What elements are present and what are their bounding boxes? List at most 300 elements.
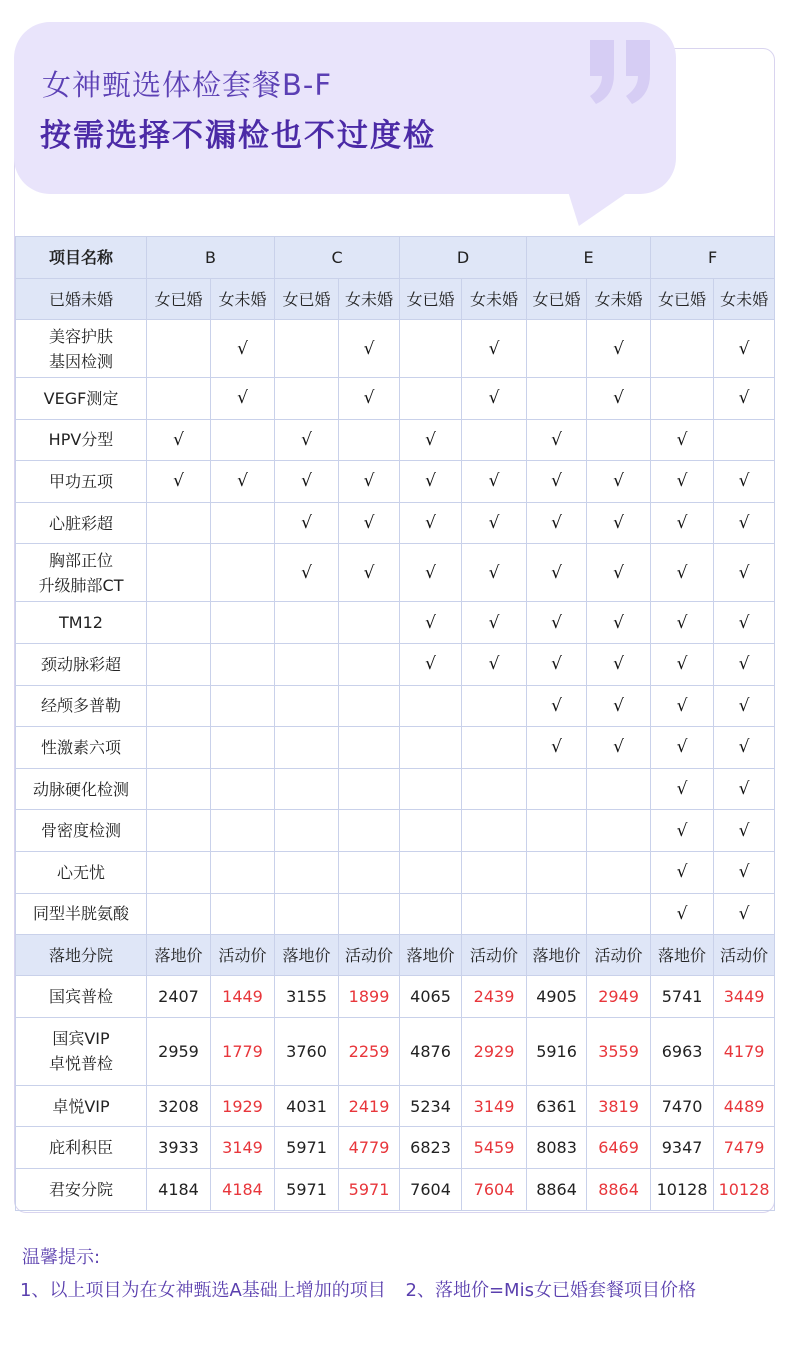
check-cell bbox=[339, 643, 400, 685]
marital-label: 女已婚 bbox=[275, 279, 339, 320]
check-cell bbox=[147, 851, 211, 893]
check-cell bbox=[527, 685, 587, 727]
check-cell bbox=[527, 461, 587, 503]
check-mark: √ bbox=[676, 654, 688, 675]
marital-label: 女已婚 bbox=[147, 279, 211, 320]
row-label-line: 经颅多普勒 bbox=[40, 696, 121, 716]
landing-price: 5916 bbox=[527, 1017, 587, 1085]
check-cell bbox=[275, 419, 339, 461]
item-row bbox=[16, 502, 775, 544]
check-cell bbox=[527, 502, 587, 544]
quote-icon bbox=[586, 32, 656, 124]
marital-label: 女未婚 bbox=[462, 279, 527, 320]
row-label-line: 心脏彩超 bbox=[48, 513, 113, 533]
check-cell bbox=[714, 461, 775, 503]
check-cell bbox=[147, 320, 211, 378]
check-cell bbox=[462, 378, 527, 420]
check-mark: √ bbox=[488, 654, 500, 675]
check-cell bbox=[714, 378, 775, 420]
row-label-line: 卓悦普检 bbox=[48, 1054, 113, 1074]
item-row bbox=[16, 378, 775, 420]
check-cell bbox=[400, 768, 462, 810]
check-cell bbox=[462, 893, 527, 935]
row-label bbox=[16, 1127, 147, 1169]
check-cell bbox=[211, 544, 275, 602]
check-cell bbox=[400, 810, 462, 852]
check-mark: √ bbox=[551, 695, 562, 716]
check-mark: √ bbox=[676, 779, 688, 800]
check-mark: √ bbox=[738, 471, 750, 492]
marital-label: 女已婚 bbox=[527, 279, 587, 320]
page-subtitle: 按需选择不漏检也不过度检 bbox=[40, 118, 436, 154]
row-label-line: 庇利积臣 bbox=[48, 1138, 113, 1158]
check-mark: √ bbox=[425, 612, 436, 633]
check-mark: √ bbox=[738, 513, 750, 534]
marital-label: 女已婚 bbox=[651, 279, 714, 320]
check-cell bbox=[651, 461, 714, 503]
item-row bbox=[16, 810, 775, 852]
check-cell bbox=[275, 685, 339, 727]
check-mark: √ bbox=[301, 471, 312, 492]
price-label: 活动价 bbox=[714, 935, 775, 976]
check-mark: √ bbox=[363, 388, 375, 409]
package-header: B bbox=[147, 237, 275, 279]
marital-label: 女未婚 bbox=[211, 279, 275, 320]
check-cell bbox=[651, 602, 714, 644]
row-label-line: 胸部正位 bbox=[48, 550, 113, 570]
row-label bbox=[16, 810, 147, 852]
package-header: C bbox=[275, 237, 400, 279]
check-mark: √ bbox=[676, 429, 688, 450]
check-mark: √ bbox=[488, 612, 500, 633]
row-label bbox=[16, 419, 147, 461]
check-mark: √ bbox=[738, 612, 750, 633]
check-mark: √ bbox=[488, 471, 500, 492]
check-cell bbox=[211, 320, 275, 378]
check-mark: √ bbox=[551, 737, 562, 758]
landing-price: 4065 bbox=[400, 976, 462, 1018]
check-cell bbox=[527, 893, 587, 935]
row-label bbox=[16, 602, 147, 644]
package-header: F bbox=[651, 237, 775, 279]
check-cell bbox=[462, 727, 527, 769]
check-cell bbox=[400, 685, 462, 727]
item-row bbox=[16, 544, 775, 602]
row-label-line: 骨密度检测 bbox=[40, 821, 121, 841]
check-mark: √ bbox=[738, 654, 750, 675]
check-mark: √ bbox=[738, 862, 750, 883]
check-mark: √ bbox=[613, 612, 624, 633]
check-cell bbox=[211, 643, 275, 685]
landing-price: 9347 bbox=[651, 1127, 714, 1169]
check-cell bbox=[211, 461, 275, 503]
check-cell bbox=[211, 602, 275, 644]
check-cell bbox=[147, 602, 211, 644]
row-label-line: 性激素六项 bbox=[40, 737, 121, 757]
check-mark: √ bbox=[425, 471, 436, 492]
activity-price: 5971 bbox=[339, 1168, 400, 1210]
bubble-tail bbox=[547, 176, 651, 226]
check-cell bbox=[275, 810, 339, 852]
check-cell bbox=[211, 851, 275, 893]
check-cell bbox=[587, 544, 651, 602]
row-label bbox=[16, 976, 147, 1018]
check-cell bbox=[462, 851, 527, 893]
check-mark: √ bbox=[613, 471, 624, 492]
activity-price: 1899 bbox=[339, 976, 400, 1018]
price-label: 落地价 bbox=[400, 935, 462, 976]
marital-row-label: 已婚未婚 bbox=[16, 279, 147, 320]
check-cell bbox=[339, 419, 400, 461]
check-cell bbox=[211, 502, 275, 544]
check-cell bbox=[587, 502, 651, 544]
item-row bbox=[16, 768, 775, 810]
check-mark: √ bbox=[613, 654, 624, 675]
activity-price: 1449 bbox=[211, 976, 275, 1018]
check-cell bbox=[147, 768, 211, 810]
check-cell bbox=[275, 768, 339, 810]
check-cell bbox=[147, 685, 211, 727]
price-label: 落地价 bbox=[527, 935, 587, 976]
row-label bbox=[16, 643, 147, 685]
check-cell bbox=[400, 461, 462, 503]
activity-price: 2439 bbox=[462, 976, 527, 1018]
check-mark: √ bbox=[237, 388, 248, 409]
check-mark: √ bbox=[551, 654, 562, 675]
check-cell bbox=[651, 544, 714, 602]
check-mark: √ bbox=[676, 513, 688, 534]
check-cell bbox=[587, 851, 651, 893]
check-cell bbox=[714, 810, 775, 852]
branch-row bbox=[16, 1127, 775, 1169]
check-cell bbox=[587, 643, 651, 685]
check-cell bbox=[587, 768, 651, 810]
check-cell bbox=[714, 685, 775, 727]
price-label: 活动价 bbox=[587, 935, 651, 976]
check-cell bbox=[211, 685, 275, 727]
check-mark: √ bbox=[363, 513, 375, 534]
landing-price: 3155 bbox=[275, 976, 339, 1018]
item-row bbox=[16, 602, 775, 644]
check-mark: √ bbox=[488, 513, 500, 534]
check-cell bbox=[339, 893, 400, 935]
check-mark: √ bbox=[301, 562, 312, 583]
check-mark: √ bbox=[738, 695, 750, 716]
check-cell bbox=[339, 727, 400, 769]
check-cell bbox=[714, 768, 775, 810]
check-mark: √ bbox=[738, 820, 750, 841]
check-cell bbox=[651, 851, 714, 893]
check-mark: √ bbox=[237, 471, 248, 492]
row-label bbox=[16, 1168, 147, 1210]
check-mark: √ bbox=[613, 695, 624, 716]
check-cell bbox=[147, 419, 211, 461]
check-mark: √ bbox=[237, 338, 248, 359]
row-label bbox=[16, 727, 147, 769]
check-cell bbox=[587, 685, 651, 727]
row-label bbox=[16, 461, 147, 503]
landing-price: 3933 bbox=[147, 1127, 211, 1169]
landing-price: 8864 bbox=[527, 1168, 587, 1210]
activity-price: 3559 bbox=[587, 1017, 651, 1085]
check-cell bbox=[527, 727, 587, 769]
check-cell bbox=[587, 810, 651, 852]
check-cell bbox=[339, 810, 400, 852]
activity-price: 4179 bbox=[714, 1017, 775, 1085]
check-cell bbox=[462, 461, 527, 503]
check-mark: √ bbox=[676, 695, 688, 716]
check-cell bbox=[462, 685, 527, 727]
check-cell bbox=[147, 544, 211, 602]
check-cell bbox=[462, 810, 527, 852]
check-cell bbox=[527, 643, 587, 685]
check-cell bbox=[400, 602, 462, 644]
item-row bbox=[16, 320, 775, 378]
price-label: 落地价 bbox=[275, 935, 339, 976]
check-cell bbox=[339, 685, 400, 727]
check-mark: √ bbox=[738, 779, 750, 800]
check-cell bbox=[147, 643, 211, 685]
check-mark: √ bbox=[613, 513, 624, 534]
item-row bbox=[16, 727, 775, 769]
check-cell bbox=[714, 893, 775, 935]
row-label bbox=[16, 1017, 147, 1085]
check-cell bbox=[211, 419, 275, 461]
check-cell bbox=[714, 502, 775, 544]
row-label-line: 升级肺部CT bbox=[38, 575, 124, 595]
branch-row bbox=[16, 1085, 775, 1127]
check-cell bbox=[587, 320, 651, 378]
check-mark: √ bbox=[738, 388, 750, 409]
activity-price: 3149 bbox=[462, 1085, 527, 1127]
check-mark: √ bbox=[425, 562, 436, 583]
check-cell bbox=[275, 893, 339, 935]
activity-price: 2259 bbox=[339, 1017, 400, 1085]
marital-label: 女未婚 bbox=[587, 279, 651, 320]
check-mark: √ bbox=[676, 737, 688, 758]
activity-price: 4779 bbox=[339, 1127, 400, 1169]
check-cell bbox=[462, 320, 527, 378]
row-label bbox=[16, 1085, 147, 1127]
check-cell bbox=[527, 768, 587, 810]
row-label bbox=[16, 502, 147, 544]
check-mark: √ bbox=[363, 471, 375, 492]
check-mark: √ bbox=[676, 612, 688, 633]
check-cell bbox=[527, 810, 587, 852]
check-mark: √ bbox=[425, 513, 436, 534]
check-cell bbox=[211, 727, 275, 769]
row-label bbox=[16, 685, 147, 727]
activity-price: 2949 bbox=[587, 976, 651, 1018]
row-label bbox=[16, 851, 147, 893]
check-mark: √ bbox=[738, 562, 750, 583]
check-mark: √ bbox=[488, 562, 500, 583]
check-cell bbox=[147, 378, 211, 420]
branch-row bbox=[16, 1017, 775, 1085]
title-bubble bbox=[14, 22, 676, 194]
check-mark: √ bbox=[613, 338, 624, 359]
check-cell bbox=[339, 502, 400, 544]
item-row bbox=[16, 419, 775, 461]
check-cell bbox=[400, 419, 462, 461]
activity-price: 4184 bbox=[211, 1168, 275, 1210]
check-cell bbox=[275, 602, 339, 644]
check-cell bbox=[339, 602, 400, 644]
row-label-line: HPV分型 bbox=[48, 430, 114, 450]
page-title: 女神甄选体检套餐B-F bbox=[42, 68, 333, 102]
check-mark: √ bbox=[676, 562, 688, 583]
landing-price: 2407 bbox=[147, 976, 211, 1018]
row-label bbox=[16, 378, 147, 420]
row-label-line: 动脉硬化检测 bbox=[32, 779, 129, 799]
row-label-line: 心无忧 bbox=[56, 862, 105, 882]
check-cell bbox=[527, 851, 587, 893]
price-label: 活动价 bbox=[339, 935, 400, 976]
activity-price: 1779 bbox=[211, 1017, 275, 1085]
activity-price: 4489 bbox=[714, 1085, 775, 1127]
check-mark: √ bbox=[363, 562, 375, 583]
check-cell bbox=[714, 419, 775, 461]
branch-row bbox=[16, 976, 775, 1018]
check-cell bbox=[275, 544, 339, 602]
check-cell bbox=[651, 685, 714, 727]
check-cell bbox=[275, 727, 339, 769]
check-mark: √ bbox=[551, 513, 562, 534]
check-cell bbox=[714, 727, 775, 769]
check-mark: √ bbox=[551, 562, 562, 583]
row-label bbox=[16, 768, 147, 810]
landing-price: 7470 bbox=[651, 1085, 714, 1127]
tips-title: 温馨提示: bbox=[22, 1247, 101, 1268]
check-cell bbox=[462, 502, 527, 544]
check-cell bbox=[587, 419, 651, 461]
check-cell bbox=[651, 320, 714, 378]
row-label bbox=[16, 893, 147, 935]
check-mark: √ bbox=[173, 471, 184, 492]
marital-label: 女未婚 bbox=[714, 279, 775, 320]
package-header: E bbox=[527, 237, 651, 279]
check-cell bbox=[462, 768, 527, 810]
price-label: 落地价 bbox=[651, 935, 714, 976]
check-cell bbox=[275, 643, 339, 685]
price-header-row bbox=[16, 935, 775, 976]
landing-price: 6361 bbox=[527, 1085, 587, 1127]
item-row bbox=[16, 461, 775, 503]
check-cell bbox=[651, 810, 714, 852]
marital-label: 女已婚 bbox=[400, 279, 462, 320]
price-label: 活动价 bbox=[211, 935, 275, 976]
check-mark: √ bbox=[738, 338, 750, 359]
item-row bbox=[16, 643, 775, 685]
price-label: 落地价 bbox=[147, 935, 211, 976]
check-cell bbox=[400, 851, 462, 893]
col-header-label: 项目名称 bbox=[16, 237, 147, 279]
activity-price: 3819 bbox=[587, 1085, 651, 1127]
check-mark: √ bbox=[551, 612, 562, 633]
check-cell bbox=[275, 851, 339, 893]
check-cell bbox=[339, 544, 400, 602]
row-label-line: VEGF测定 bbox=[43, 388, 119, 408]
check-cell bbox=[211, 378, 275, 420]
item-row bbox=[16, 685, 775, 727]
check-mark: √ bbox=[676, 862, 688, 883]
landing-price: 4905 bbox=[527, 976, 587, 1018]
landing-price: 5234 bbox=[400, 1085, 462, 1127]
check-mark: √ bbox=[551, 429, 562, 450]
activity-price: 3449 bbox=[714, 976, 775, 1018]
landing-price: 6823 bbox=[400, 1127, 462, 1169]
check-cell bbox=[714, 320, 775, 378]
row-label bbox=[16, 320, 147, 378]
check-mark: √ bbox=[488, 338, 500, 359]
check-cell bbox=[400, 378, 462, 420]
check-cell bbox=[714, 851, 775, 893]
check-cell bbox=[587, 893, 651, 935]
activity-price: 1929 bbox=[211, 1085, 275, 1127]
price-label: 活动价 bbox=[462, 935, 527, 976]
check-cell bbox=[275, 378, 339, 420]
row-label-line: 甲功五项 bbox=[48, 471, 113, 491]
check-cell bbox=[339, 320, 400, 378]
check-cell bbox=[339, 461, 400, 503]
landing-price: 10128 bbox=[651, 1168, 714, 1210]
tips-list bbox=[20, 1276, 780, 1302]
landing-price: 6963 bbox=[651, 1017, 714, 1085]
check-mark: √ bbox=[301, 429, 312, 450]
check-cell bbox=[400, 320, 462, 378]
check-mark: √ bbox=[738, 903, 750, 924]
row-label-line: 君安分院 bbox=[48, 1179, 113, 1199]
check-mark: √ bbox=[738, 737, 750, 758]
check-mark: √ bbox=[363, 338, 375, 359]
check-cell bbox=[651, 893, 714, 935]
landing-price: 5971 bbox=[275, 1168, 339, 1210]
check-cell bbox=[275, 502, 339, 544]
activity-price: 8864 bbox=[587, 1168, 651, 1210]
row-label-line: 基因检测 bbox=[48, 351, 113, 371]
check-cell bbox=[527, 544, 587, 602]
check-cell bbox=[527, 602, 587, 644]
landing-price: 3208 bbox=[147, 1085, 211, 1127]
check-mark: √ bbox=[613, 388, 624, 409]
check-cell bbox=[651, 643, 714, 685]
check-cell bbox=[462, 544, 527, 602]
check-cell bbox=[400, 893, 462, 935]
landing-price: 4876 bbox=[400, 1017, 462, 1085]
row-label-line: 国宾普检 bbox=[48, 986, 113, 1006]
package-header-row bbox=[16, 237, 775, 279]
check-cell bbox=[527, 378, 587, 420]
tip-item: 1、以上项目为在女神甄选A基础上增加的项目 bbox=[20, 1280, 386, 1301]
check-cell bbox=[462, 419, 527, 461]
check-mark: √ bbox=[425, 654, 436, 675]
activity-price: 2419 bbox=[339, 1085, 400, 1127]
landing-price: 5741 bbox=[651, 976, 714, 1018]
check-cell bbox=[147, 502, 211, 544]
check-cell bbox=[587, 727, 651, 769]
check-cell bbox=[339, 768, 400, 810]
check-mark: √ bbox=[488, 388, 500, 409]
check-cell bbox=[714, 544, 775, 602]
activity-price: 6469 bbox=[587, 1127, 651, 1169]
check-cell bbox=[527, 419, 587, 461]
check-mark: √ bbox=[173, 429, 184, 450]
activity-price: 10128 bbox=[714, 1168, 775, 1210]
marital-label: 女未婚 bbox=[339, 279, 400, 320]
check-cell bbox=[275, 461, 339, 503]
landing-price: 3760 bbox=[275, 1017, 339, 1085]
package-table bbox=[15, 236, 775, 1211]
